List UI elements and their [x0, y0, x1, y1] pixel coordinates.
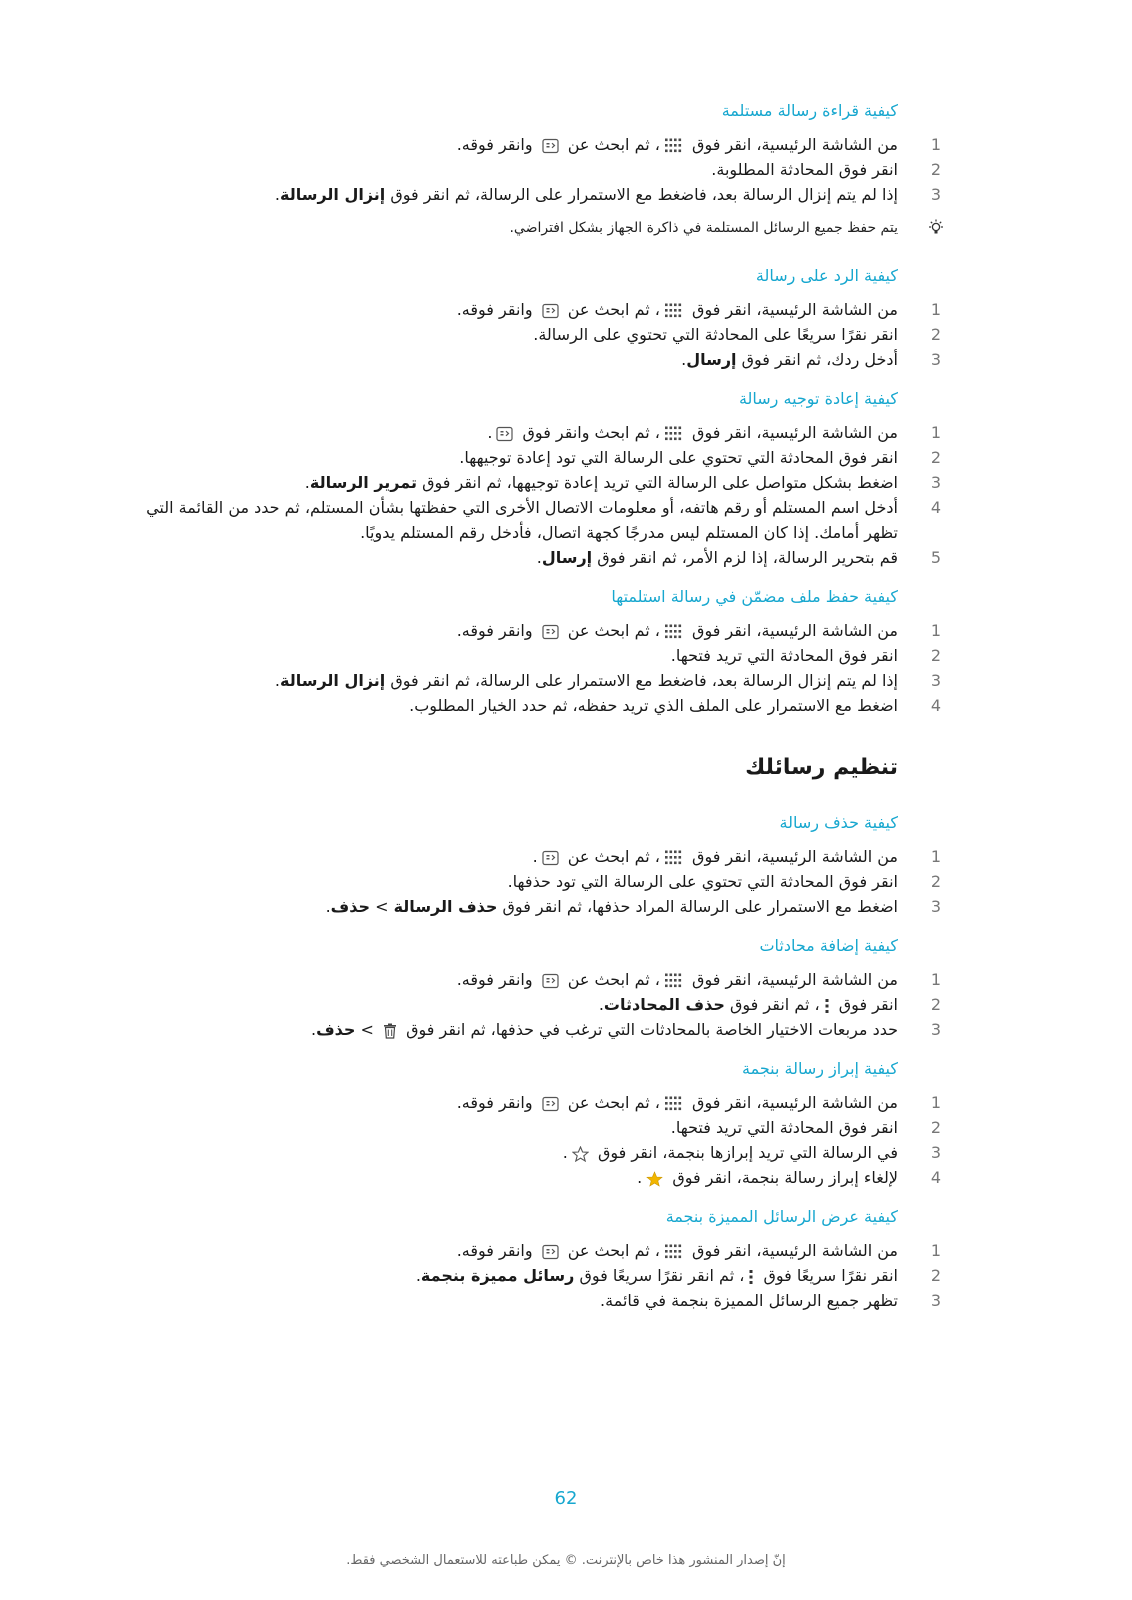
step-text: >	[370, 897, 394, 916]
step-number: 1	[930, 300, 942, 319]
lightbulb-icon	[922, 219, 950, 244]
section-title: كيفية حفظ ملف مضمّن في رسالة استلمتها	[611, 587, 898, 606]
step-number: 2	[930, 325, 942, 344]
ui-term: تمرير الرسالة	[309, 473, 417, 492]
step-number: 3	[930, 1020, 942, 1039]
ui-term: إرسال	[686, 350, 737, 369]
step-text: من الشاشة الرئيسية، انقر فوق	[686, 1093, 898, 1112]
step-text: .	[562, 1143, 568, 1162]
step-item	[120, 693, 950, 718]
ui-term: حذف	[316, 1020, 356, 1039]
step-text: حدد مربعات الاختيار الخاصة بالمحادثات التي ترغب في حذفها، ثم انقر فوق	[401, 1020, 898, 1039]
steps-list	[120, 618, 950, 718]
tip-note	[120, 217, 950, 239]
how-to-section	[120, 100, 950, 239]
step-text: .	[274, 671, 280, 690]
step-text: .	[598, 995, 604, 1014]
step-text: وانقر فوقه.	[456, 300, 538, 319]
apps-grid-icon	[660, 135, 687, 154]
step-text: من الشاشة الرئيسية، انقر فوق	[686, 1241, 898, 1260]
apps-grid-icon	[660, 847, 687, 866]
step-number: 3	[930, 350, 942, 369]
ui-term: رسائل مميزة بنجمة	[420, 1266, 575, 1285]
step-text: .	[681, 350, 687, 369]
step-item	[120, 869, 950, 894]
step-text: ، ثم ابحث عن	[562, 970, 660, 989]
step-number: 3	[930, 1143, 942, 1162]
step-item	[120, 157, 950, 182]
apps-grid-icon	[660, 970, 687, 989]
step-text: وانقر فوقه.	[456, 970, 538, 989]
steps-list	[120, 967, 950, 1042]
section-title: كيفية إبراز رسالة بنجمة	[742, 1059, 898, 1078]
step-number: 4	[930, 498, 942, 517]
step-item	[120, 1263, 950, 1288]
step-item	[120, 347, 950, 372]
star-filled-icon	[642, 1168, 667, 1187]
how-to-section	[120, 388, 950, 570]
step-text: أدخل ردك، ثم انقر فوق	[736, 350, 898, 369]
step-text: .	[532, 847, 538, 866]
step-text: أدخل اسم المستلم أو رقم هاتفه، أو معلومات الاتصال الأخرى التي حفظتها بشأن المستلم، ثم حدد من القائمة التي تظهر أمامك. إذا كان المستلم ليس مدرجًا كجهة اتصال، فأدخل رقم المستلم يدويًا.	[146, 498, 898, 542]
section-title: كيفية عرض الرسائل المميزة بنجمة	[665, 1207, 898, 1226]
more-options-icon	[820, 995, 834, 1014]
steps-list	[120, 132, 950, 207]
ui-term: إرسال	[541, 548, 593, 567]
how-to-section	[120, 265, 950, 372]
step-text: ، ثم ابحث عن	[562, 135, 660, 154]
how-to-section	[120, 935, 950, 1042]
step-text: ، ثم ابحث عن	[562, 1093, 660, 1112]
step-text: تظهر جميع الرسائل المميزة بنجمة في قائمة.	[600, 1291, 898, 1310]
step-text: وانقر فوقه.	[456, 1093, 538, 1112]
step-text: وانقر فوقه.	[456, 1241, 538, 1260]
step-text: من الشاشة الرئيسية، انقر فوق	[686, 847, 898, 866]
step-text: من الشاشة الرئيسية، انقر فوق	[686, 135, 898, 154]
apps-grid-icon	[660, 621, 687, 640]
step-text: قم بتحرير الرسالة، إذا لزم الأمر، ثم انقر فوق	[592, 548, 898, 567]
page-number: 62	[554, 1488, 578, 1509]
step-number: 1	[930, 621, 942, 640]
step-text: انقر فوق المحادثة التي تحتوي على الرسالة التي تود حذفها.	[507, 872, 898, 891]
footer-note: إنّ إصدار المنشور هذا خاص بالإنترنت. © يمكن طباعته للاستعمال الشخصي فقط.	[346, 1553, 786, 1568]
step-number: 1	[930, 423, 942, 442]
step-text: وانقر فوقه.	[456, 621, 538, 640]
step-number: 2	[930, 995, 942, 1014]
step-number: 1	[930, 847, 942, 866]
section-title: كيفية حذف رسالة	[779, 813, 898, 832]
more-options-icon	[744, 1266, 758, 1285]
step-item	[120, 297, 950, 322]
step-item	[120, 618, 950, 643]
step-number: 2	[930, 872, 942, 891]
step-item	[120, 1090, 950, 1115]
step-item	[120, 420, 950, 445]
step-item	[120, 1017, 950, 1042]
step-item	[120, 322, 950, 347]
step-number: 1	[930, 135, 942, 154]
step-item	[120, 1238, 950, 1263]
step-item	[120, 844, 950, 869]
step-text: اضغط بشكل متواصل على الرسالة التي تريد إعادة توجيهها، ثم انقر فوق	[417, 473, 898, 492]
messaging-icon	[538, 135, 563, 154]
step-text: من الشاشة الرئيسية، انقر فوق	[686, 423, 898, 442]
step-text: .	[415, 1266, 421, 1285]
sections-group-1	[120, 100, 950, 718]
step-text: ، ثم ابحث وانقر فوق	[517, 423, 660, 442]
step-number: 4	[930, 1168, 942, 1187]
page-content	[120, 100, 950, 1329]
messaging-icon	[538, 847, 563, 866]
step-text: ، ثم انقر نقرًا سريعًا فوق	[574, 1266, 745, 1285]
step-number: 1	[930, 1241, 942, 1260]
how-to-section	[120, 586, 950, 718]
step-item	[120, 545, 950, 570]
step-text: .	[304, 473, 310, 492]
step-text: .	[325, 897, 331, 916]
main-heading: تنظيم رسائلك	[745, 755, 898, 780]
step-item	[120, 967, 950, 992]
step-number: 2	[930, 1266, 942, 1285]
step-text: إذا لم يتم إنزال الرسالة بعد، فاضغط مع الاستمرار على الرسالة، ثم انقر فوق	[385, 671, 898, 690]
step-item	[120, 182, 950, 207]
step-text: .	[311, 1020, 317, 1039]
step-number: 1	[930, 1093, 942, 1112]
ui-term: حذف الرسالة	[393, 897, 498, 916]
section-title: كيفية قراءة رسالة مستلمة	[721, 101, 898, 120]
step-number: 2	[930, 1118, 942, 1137]
steps-list	[120, 1238, 950, 1313]
step-text: من الشاشة الرئيسية، انقر فوق	[686, 970, 898, 989]
step-text: انقر فوق المحادثة المطلوبة.	[711, 160, 898, 179]
step-text: انقر فوق المحادثة التي تحتوي على الرسالة التي تود إعادة توجيهها.	[459, 448, 898, 467]
step-text: في الرسالة التي تريد إبرازها بنجمة، انقر فوق	[592, 1143, 898, 1162]
step-number: 1	[930, 970, 942, 989]
step-text: انقر نقرًا سريعًا فوق	[758, 1266, 898, 1285]
step-number: 3	[930, 185, 942, 204]
step-text: اضغط مع الاستمرار على الرسالة المراد حذفها، ثم انقر فوق	[497, 897, 898, 916]
steps-list	[120, 844, 950, 919]
sections-group-2	[120, 812, 950, 1313]
step-text: إذا لم يتم إنزال الرسالة بعد، فاضغط مع الاستمرار على الرسالة، ثم انقر فوق	[385, 185, 898, 204]
step-item	[120, 668, 950, 693]
step-text: ، ثم انقر فوق	[724, 995, 820, 1014]
section-title: كيفية إعادة توجيه رسالة	[738, 389, 898, 408]
step-item	[120, 470, 950, 495]
step-text: .	[487, 423, 493, 442]
step-text: ، ثم ابحث عن	[562, 1241, 660, 1260]
ui-term: إنزال الرسالة	[280, 671, 386, 690]
step-item	[120, 643, 950, 668]
step-item	[120, 992, 950, 1017]
step-text: اضغط مع الاستمرار على الملف الذي تريد حفظه، ثم حدد الخيار المطلوب.	[409, 696, 898, 715]
step-text: انقر فوق المحادثة التي تريد فتحها.	[670, 646, 898, 665]
steps-list	[120, 297, 950, 372]
step-text: .	[637, 1168, 643, 1187]
step-text: ، ثم ابحث عن	[562, 300, 660, 319]
messaging-icon	[538, 300, 563, 319]
step-item	[120, 1165, 950, 1190]
apps-grid-icon	[660, 300, 687, 319]
how-to-section	[120, 812, 950, 919]
messaging-icon	[538, 621, 563, 640]
step-text: انقر نقرًا سريعًا على المحادثة التي تحتوي على الرسالة.	[533, 325, 898, 344]
step-item	[120, 1288, 950, 1313]
ui-term: حذف المحادثات	[603, 995, 725, 1014]
step-text: ، ثم ابحث عن	[562, 621, 660, 640]
step-item	[120, 132, 950, 157]
trash-icon	[379, 1020, 401, 1039]
step-number: 3	[930, 671, 942, 690]
messaging-icon	[538, 1241, 563, 1260]
messaging-icon	[538, 1093, 563, 1112]
step-item	[120, 445, 950, 470]
how-to-section	[120, 1206, 950, 1313]
messaging-icon	[538, 970, 563, 989]
step-number: 4	[930, 696, 942, 715]
step-number: 2	[930, 448, 942, 467]
step-number: 3	[930, 473, 942, 492]
steps-list	[120, 1090, 950, 1190]
step-item	[120, 495, 950, 545]
ui-term: حذف	[330, 897, 371, 916]
step-number: 2	[930, 160, 942, 179]
step-text: من الشاشة الرئيسية، انقر فوق	[686, 621, 898, 640]
step-number: 3	[930, 897, 942, 916]
how-to-section	[120, 1058, 950, 1190]
step-text: ، ثم ابحث عن	[562, 847, 660, 866]
step-text: .	[536, 548, 542, 567]
step-number: 5	[930, 548, 942, 567]
step-number: 3	[930, 1291, 942, 1310]
step-text: من الشاشة الرئيسية، انقر فوق	[686, 300, 898, 319]
star-outline-icon	[568, 1143, 593, 1162]
apps-grid-icon	[660, 1093, 687, 1112]
steps-list	[120, 420, 950, 570]
step-text: >	[355, 1020, 380, 1039]
messaging-icon	[492, 423, 517, 442]
section-title: كيفية الرد على رسالة	[755, 266, 898, 285]
step-number: 2	[930, 646, 942, 665]
ui-term: إنزال الرسالة	[280, 185, 386, 204]
step-item	[120, 1140, 950, 1165]
step-text: .	[274, 185, 280, 204]
step-text: وانقر فوقه.	[456, 135, 538, 154]
tip-text: يتم حفظ جميع الرسائل المستلمة في ذاكرة الجهاز بشكل افتراضي.	[509, 220, 898, 236]
apps-grid-icon	[660, 423, 687, 442]
section-title: كيفية إضافة محادثات	[759, 936, 898, 955]
step-text: انقر فوق المحادثة التي تريد فتحها.	[670, 1118, 898, 1137]
apps-grid-icon	[660, 1241, 687, 1260]
step-text: لإلغاء إبراز رسالة بنجمة، انقر فوق	[667, 1168, 898, 1187]
step-item	[120, 894, 950, 919]
step-text: انقر فوق	[833, 995, 898, 1014]
step-item	[120, 1115, 950, 1140]
